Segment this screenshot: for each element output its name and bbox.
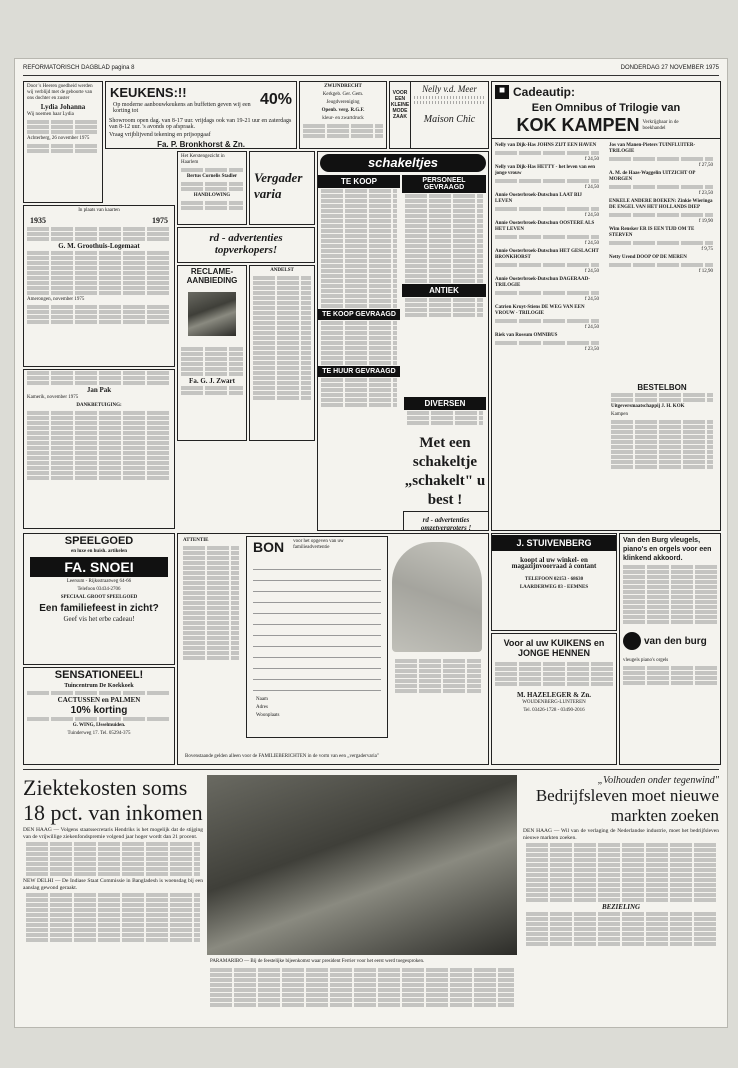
article-bedrijfsleven (523, 775, 719, 947)
rd-adv-topverkopers (177, 227, 315, 263)
publisher: Uitgeversmaatschappij J. H. KOK (611, 404, 685, 409)
cadeau-title: Een Omnibus of Trilogie van (531, 102, 681, 114)
newspaper-page (14, 58, 728, 1028)
bon-line[interactable] (253, 583, 381, 592)
gift-icon: ■ (495, 85, 509, 99)
dank-sign: Jan Pak (86, 386, 112, 394)
zwijndrecht-line: Kerkgeb. Ger. Gem. (322, 92, 364, 97)
bon-line[interactable] (253, 616, 381, 625)
kerst-text: Het Kerstengezicht in Haarlem (181, 154, 225, 165)
reclame-title: RECLAME-AANBIEDING (186, 267, 238, 285)
book-title: A. M. de Haas-Waggelin UITZICHT OP MORGEN (609, 171, 696, 182)
publisher-address: Kampen (611, 412, 628, 417)
book-title: Annie Oosterbroek-Dutschun HET GESLACHT BRONKHORST (495, 249, 599, 260)
speelgoed-ad (23, 533, 175, 665)
photo-caption: PARAMARIBO — Bij de feestelijke bijeenkomst waar president Ferrier voor het eerst werd toegesproken. (210, 959, 425, 964)
zwijndrecht-title: ZWIJNDRECHT (324, 84, 362, 89)
nelly-title: Nelly v.d. Meer (422, 84, 477, 94)
vandenburg-ad (619, 533, 721, 765)
keukens-ad (105, 81, 297, 149)
book-title: Annie Oosterbroek-Dutschun LAAT BIJ LEVEN (495, 193, 582, 204)
book-item (492, 221, 602, 247)
handlowing: HANDLOWING (193, 193, 231, 198)
burg-name: van den burg (644, 635, 707, 647)
kerst-notice (177, 151, 247, 225)
antiek-header: ANTIEK (402, 284, 486, 297)
diversen-header: DIVERSEN (404, 397, 486, 410)
tekoop-gevraagd-header: TE KOOP GEVRAAGD (318, 309, 400, 320)
bon-naam-label: Naam (256, 697, 268, 702)
keukens-title: KEUKENS:!! (110, 85, 187, 100)
kuikens-line: Voor al uw KUIKENS en JONGE HENNEN (503, 638, 605, 658)
book-price: f 12,90 (698, 269, 713, 274)
anniversary-names: G. M. Groothuis-Logemaat (58, 242, 140, 250)
book-item (606, 199, 716, 225)
book-title: Jos van Manen-Pieters TUINFLUITER-TRILOGIE (609, 143, 696, 154)
cadeau-name: KOK KAMPEN (516, 115, 640, 135)
cadeau-sub: Verkrijgbaar in de boekhandel (642, 119, 679, 131)
header-right: DONDERDAG 27 NOVEMBER 1975 (620, 65, 719, 71)
bon-label: voor het opgeven van uw familieadvertentie (293, 539, 344, 550)
bestelbon-title: BESTELBON (637, 383, 687, 392)
bon-line[interactable] (253, 572, 381, 581)
church-services (249, 265, 315, 441)
book-price: f 24,50 (584, 325, 599, 330)
bon-line[interactable] (253, 682, 381, 691)
book-title: Nelly van Dijk-Has HETTY - het leven van een jonge vrouw (495, 165, 596, 176)
article2-lead: DEN HAAG — Wil van de verlaging de Nederlandse industrie, moet het bedrijfsleven nieuwe markten zoeken. (523, 828, 719, 841)
book-item (492, 249, 602, 275)
book-price: f 24,50 (584, 213, 599, 218)
article-ziektekosten (23, 775, 203, 943)
page-header (23, 65, 719, 76)
speelgoed-give: Geef vis het erbe cadeau! (63, 615, 135, 623)
book-price: f 24,50 (584, 185, 599, 190)
book-price: f 24,50 (584, 269, 599, 274)
vergader-title: Vergader varia (254, 170, 303, 201)
burg-sub: vleugels piano's orgels (623, 658, 669, 663)
bon-line[interactable] (253, 660, 381, 669)
article1-title: Ziektekosten soms 18 pct. van inkomen (23, 775, 203, 825)
article2-kicker: „Volhouden onder tegenwind" (597, 775, 719, 786)
book-price: f 24,50 (584, 157, 599, 162)
zwart-company: Fa. G. J. Zwart (189, 377, 235, 385)
cadeau-label: Cadeautip: (513, 85, 576, 99)
stuivenberg-line: koopt al uw winkel- en magazijnvoorraad à contant (511, 556, 597, 570)
zwijndrecht-line: Jeugdvereniging (326, 100, 360, 105)
dankbetuiging (23, 369, 175, 529)
speelgoed-special: SPECIAAL GROOT SPEELGOED (60, 595, 138, 600)
bon-line[interactable] (253, 627, 381, 636)
bon-title: BON (253, 539, 285, 555)
book-item (606, 227, 716, 253)
rd-omzet-text: rd - advertenties omzetvergroters ! (420, 516, 472, 531)
books-right (606, 141, 716, 355)
birth-announcement (23, 81, 103, 203)
birth-parents: Wij noemen haar Lydia (27, 112, 74, 117)
vergader-varia-ad (249, 151, 315, 225)
reclame-photo (188, 292, 236, 336)
keukens-pct: 40% (259, 91, 292, 108)
keukens-company: Fa. P. Bronkhorst & Zn. (157, 140, 245, 149)
bon-adres-label: Adres (256, 705, 268, 710)
zwijndrecht-notice (299, 81, 387, 149)
sensatie-cactus: CACTUSSEN en PALMEN (57, 696, 141, 704)
speelgoed-tel: Telefoon 03434-2706 (77, 587, 121, 592)
book-title: Netty Urend DOOP OP DE MEREN (609, 255, 687, 260)
book-title: Annie Oosterbroek-Dutschun DAGERAAD-TRILOGIE (495, 277, 590, 288)
book-item (492, 193, 602, 219)
stuivenberg-ad (491, 533, 617, 631)
book-title: Nelly van Dijk-Has JOHNS ZIJT EEN HAVEN (495, 143, 597, 148)
anniversary-title: In plaats van kaarten (78, 208, 120, 213)
andelst: ANDELST (270, 268, 294, 273)
anniversary-notice (23, 205, 175, 367)
adv-topverkopers: rd - advertenties topverkopers! (209, 232, 283, 256)
bon-attentie: ATTENTIE (183, 538, 209, 543)
zwijndrecht-line: Openb. verg. R.G.F. (321, 108, 365, 113)
speelgoed-addr: Leersum - Rijksstraatweg 64-66 (66, 579, 132, 584)
burg-title: Van den Burg vleugels, piano's en orgels voor een klinkend akkoord. (623, 537, 712, 562)
bertus-name: Bertus Cornelis Stadler (186, 174, 238, 179)
keukens-line3: Vraag vrijblijvend tekening en prijsopgaaf (109, 132, 211, 138)
anniversary-place: Amerongen, november 1975 (27, 297, 85, 302)
book-item (606, 171, 716, 197)
speelgoed-ask: Een familiefeest in zicht? (39, 603, 159, 614)
book-price: f 19,90 (698, 219, 713, 224)
tekoop-header: TE KOOP (318, 175, 400, 188)
tehuur-header: TE HUUR GEVRAAGD (318, 366, 400, 377)
article2-title: Bedrijfsleven moet nieuwe markten zoeken (535, 786, 719, 825)
sensatie-title: SENSATIONEEL! (54, 669, 144, 681)
bon-line[interactable] (253, 561, 381, 570)
kuikens-addr: WOUDENBERG-LUNTEREN (522, 700, 586, 705)
sensatie-addr: Tuinderweg 17. Tel. 05294-375 (67, 731, 131, 736)
bell-illustration (392, 542, 482, 652)
schakeltjes-title: schakeltjes (320, 154, 486, 172)
reclame-ad (177, 265, 247, 441)
kuikens-ad (491, 633, 617, 765)
nelly-ad (389, 81, 489, 149)
bon-woon-label: Woonplaats (256, 713, 280, 718)
cadeau-ad (491, 81, 721, 531)
rd-omzet (403, 511, 489, 531)
dank-title: DANKBETUIGING: (76, 403, 122, 408)
news-photo (207, 775, 517, 955)
bon-line[interactable] (253, 671, 381, 680)
book-price: f 27,50 (698, 163, 713, 168)
book-item (492, 277, 602, 303)
article2-subhead: BEZIELING (601, 903, 641, 911)
nelly-side: VOOR EEN KLEINE MODE ZAAK (390, 82, 411, 149)
keukens-line2: Showroom open dag. van 8-17 uur. vrijdags ook van 19-21 uur en zaterdags van 8-12 uur. 's avonds op afspraak. (109, 118, 292, 130)
bon-line[interactable] (253, 649, 381, 658)
speelgoed-sub: en luxe en huish. artikelen (71, 549, 127, 554)
year-end: 1975 (152, 216, 168, 225)
book-item (492, 305, 602, 331)
bon-form (177, 533, 489, 765)
stuivenberg-addr: LAARDERWEG 83 - EEMNES (519, 585, 589, 590)
kuikens-tel: Tel. 03426-1728 - 03490-2016 (523, 708, 585, 713)
book-item (606, 143, 716, 169)
zwijndrecht-line: kleur- en zwartdruck (322, 116, 364, 121)
burg-logo-icon (623, 632, 641, 650)
sensatie-korting: 10% korting (70, 705, 128, 716)
bon-line[interactable] (253, 638, 381, 647)
nelly-sub: Maison Chic (423, 114, 476, 125)
sensatie-company: G. WING, IJsselmuiden. (72, 723, 126, 728)
birth-text: Door 's Heeren goedheid werden wij verblijd met de geboorte van ons dochter en zuster (27, 84, 93, 101)
schakeltjes-section (317, 151, 489, 531)
bon-footer: Bovenstaande gelden alleen voor de FAMILIEBERICHTEN in de vorm van een „vergadervaria" (185, 754, 379, 759)
personeel-header: PERSONEEL GEVRAAGD (402, 175, 486, 193)
birth-name: Lydia Johanna (40, 103, 86, 111)
book-title: Catrien Kruyt-Stiens DE WEG VAN EEN VROUW - TRILOGIE (495, 305, 585, 316)
header-left: REFORMATORISCH DAGBLAD pagina 8 (23, 65, 135, 71)
book-title: ENKELE ANDERE BOEKEN: Zinkie Wieringa DE ENGEL VAN HET HOLLANDS DIEP (609, 199, 713, 210)
books-left (492, 141, 602, 355)
schakeltje-slogan: Met een schakeltje „schakelt" u best ! (404, 435, 486, 508)
book-item (492, 333, 602, 353)
book-item (492, 165, 602, 191)
speelgoed-shop: FA. SNOEI (30, 557, 168, 577)
year-start: 1935 (30, 216, 46, 225)
speelgoed-title: SPEELGOED (64, 535, 134, 547)
bon-line[interactable] (253, 605, 381, 614)
stuivenberg-name: J. STUIVENBERG (492, 535, 616, 551)
dank-place: Kamerik, november 1975 (27, 395, 79, 400)
article1-lead: DEN HAAG — Volgens staatssecretaris Hendriks is het mogelijk dat de stijging van de vrijwillige ziekenfondspremie volgend jaar hoger wordt dan 21 procent. (23, 827, 203, 840)
book-title: Wim Rensker ER IS EEN TIJD OM TE STERVEN (609, 227, 695, 238)
book-price: f 24,50 (584, 241, 599, 246)
kuikens-company: M. HAZELEGER & Zn. (516, 691, 592, 699)
keukens-line1: Op moderne aanbouwkeukens an buffetten geven wij een korting tot (113, 102, 251, 114)
book-item (606, 255, 716, 275)
sensatie-sub: Tuincentrum De Koekkoek (64, 683, 134, 689)
tuincentrum-ad (23, 667, 175, 765)
bon-line[interactable] (253, 594, 381, 603)
book-price: f 23,50 (698, 191, 713, 196)
book-title: Annie Oosterbroek-Dutschun OOSTERE ALS HET LEVEN (495, 221, 595, 232)
article1-sub: NEW DELHI — De Indiase Staat Commissie in Bangladesh is woensdag bij een aanslag gewond geraakt. (23, 878, 203, 891)
book-item (492, 143, 602, 163)
book-price: f 23,50 (584, 347, 599, 352)
stuivenberg-tel: TELEFOON 02153 - 68630 (524, 577, 584, 582)
book-title: Riek van Rossum OMNIBUS (495, 333, 558, 338)
birth-date: Achterberg, 26 november 1975 (27, 136, 90, 141)
book-price: f 9,75 (701, 247, 713, 252)
book-price: f 24,50 (584, 297, 599, 302)
